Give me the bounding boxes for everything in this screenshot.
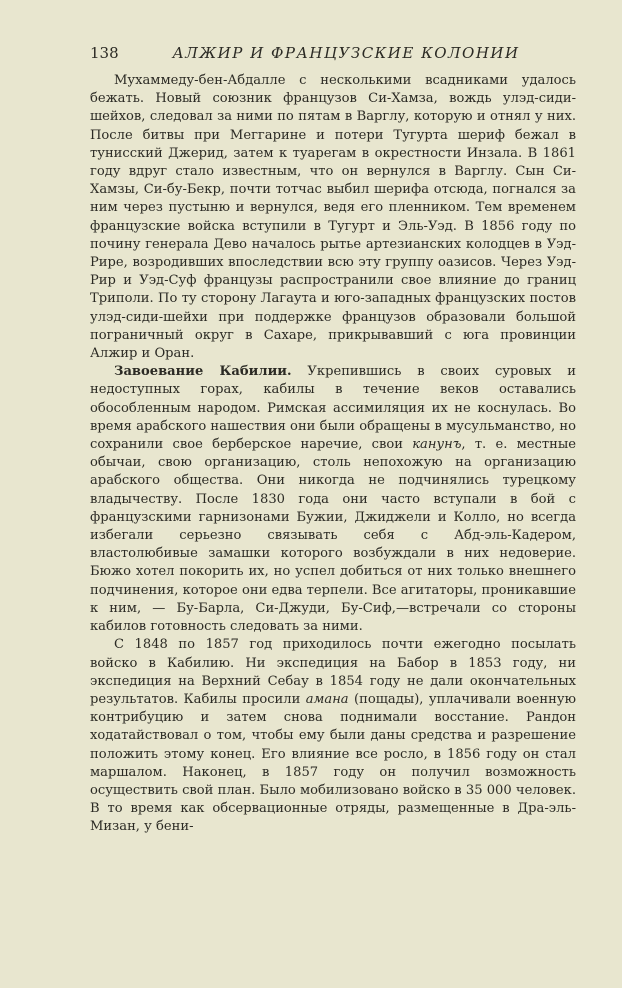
paragraph-2 [90, 363, 576, 636]
section-heading-kabylia: Завоевание Кабилии. [114, 364, 292, 380]
paragraph-1 [90, 72, 576, 363]
paragraph-1-text: Мухаммеду-бен-Абдалле с несколькими всадниками удалось бежать. Новый союзник французов Си-Хамза, вождь улэд-сиди-шейхов, следовал за ними по пятам в Варглу, которую и отнял у них. После битвы при Меггарине и потери Тугурта шериф бежал в тунисский Джерид, затем к туарегам в окрестности Инзала. В 1861 году вдруг стало известным, что он вернулся в Варглу. Сын Си-Хамзы, Си-бу-Бекр, почти тотчас выбил шерифа отсюда, погнался за ним через пустыню и вернулся, ведя его пленником. Тем временем французские войска вступили в Тугурт и Эль-Уэд. В 1856 году по почину генерала Дево началось рытье артезианских колодцев в Уэд-Рире, возродивших впоследствии всю эту группу оазисов. Через Уэд-Рир и Уэд-Суф французы распространили свое влияние до границ Триполи. По ту сторону Лагаута и юго-западных французских постов улэд-сиди-шейхи при поддержке французов образовали большой пограничный округ в Сахаре, прикрывавший с юга провинции Алжир и Оран. [90, 73, 576, 362]
paragraph-2-text-a: Укрепившись в своих суровых и недоступных горах, кабилы в течение веков оставались обособленным народом. Римская ассимиляция их не коснулась. Во время арабского нашествия они были обращены в мусульманство, но сохранили свое берберское наречие, свои [90, 364, 576, 453]
page-header [90, 44, 576, 62]
page-number: 138 [90, 44, 119, 62]
italic-term-amana: амана [305, 691, 349, 707]
paragraph-3-text-a: С 1848 по 1857 год приходилось почти ежегодно посылать войско в Кабилию. Ни экспедиция на Бабор в 1853 году, ни экспедиция на Верхний Себау в 1854 году не дали окончательных результатов. Кабилы просили [90, 637, 576, 707]
paragraph-2-text-b: , т. е. местные обычаи, свою организацию, столь непохожую на организацию арабского общества. Они никогда не подчинялись турецкому владычеству. После 1830 года они часто вступали в бой с французскими гарнизонами Бужии, Джиджели и Колло, но всегда избегали серьезно связывать себя с Абд-эль-Кадером, властолюбивые замашки которого возбуждали в них недоверие. Бюжо хотел покорить их, но успел добиться от них только внешнего подчинения, которое они едва терпели. Все агитаторы, проникавшие к ним, — Бу-Барла, Си-Джуди, Бу-Сиф,—встречали со стороны кабилов готовность следовать за ними. [90, 437, 576, 635]
italic-term-kanun: канунъ [412, 437, 462, 453]
paragraph-3-text-b: (пощады), уплачивали военную контрибуцию и затем снова поднимали восстание. Рандон ходатайствовал о том, чтобы ему были даны средства и разрешение положить этому конец. Его влияние все росло, в 1856 году он стал маршалом. Наконец, в 1857 году он получил возможность осуществить свой план. Было мобилизовано войско в 35 000 человек. В то время как обсервационные отряды, размещенные в Дра-эль-Мизан, у бени- [90, 691, 576, 835]
running-title: АЛЖИР И ФРАНЦУЗСКИЕ КОЛОНИИ [172, 44, 520, 62]
paragraph-3 [90, 636, 576, 836]
